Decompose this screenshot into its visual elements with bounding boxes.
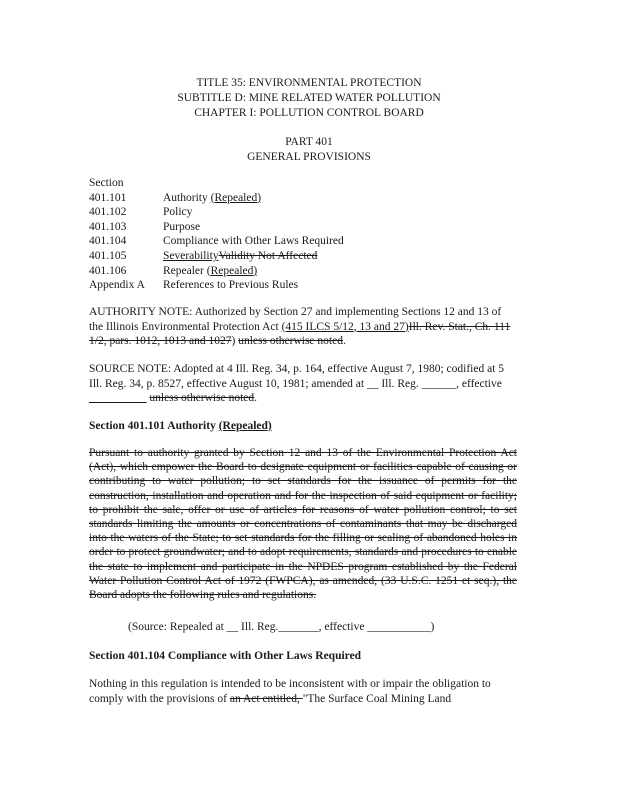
source-note-deleted: unless otherwise noted: [149, 392, 255, 405]
section-104-text-2: "The Surface Coal Mining Land: [302, 692, 452, 705]
toc-section-number: 401.102: [89, 206, 127, 219]
toc-rows: [89, 191, 344, 293]
toc-label: Section: [89, 177, 124, 189]
chapter-line: CHAPTER I: POLLUTION CONTROL BOARD: [194, 107, 424, 119]
toc-section-number: 401.101: [89, 191, 127, 204]
authority-note-deleted: Ill. Rev. Stat., Ch. 111 1/2, pars. 1012, 1013 and 1027: [89, 320, 511, 348]
section-101-deleted-body: Pursuant to authority granted by Section 12 and 13 of the Environmental Protection Act (Act), which empower the Board to designate equipment or facilities capable of causing or contributing to water pollution; to set standards for the issuance of permits for the construction, installation and operation and for the inspection of said equipment or facility; to prohibit the sale, offer or use of articles for reasons of water pollution control; to set standards limiting the amounts or concentrations of contaminants that may be discharged into the waters of the State; to set standards for the filling or sealing of abandoned holes in order to protect groundwater; and to adopt requirements, standards and procedures to enable the state to implement and participate in the NPDES program established by the Federal Water Pollution Control Act of 1972 (FWPCA), as amended, (33 U.S.C. 1251 et seq.), the Board adopts the following rules and regulations.: [89, 447, 517, 602]
toc-section-number: Appendix A: [89, 279, 145, 292]
toc-title-text: References to Previous Rules: [163, 279, 299, 292]
source-note-period: .: [254, 392, 258, 405]
toc-row: [89, 264, 344, 279]
section-101-body: [89, 446, 517, 602]
title-line: TITLE 35: ENVIRONMENTAL PROTECTION: [196, 77, 422, 89]
toc-section-title: [163, 205, 192, 220]
section-101-heading: [89, 419, 517, 434]
toc-title-text: Authority: [163, 191, 211, 204]
toc-title-added: (Repealed): [206, 264, 258, 277]
toc-row: [89, 249, 344, 264]
authority-note-text-2: ): [231, 335, 239, 348]
source-note-blank: __________: [89, 392, 147, 405]
section-101-source: (Source: Repealed at __ Ill. Reg._______, effective ___________): [128, 621, 435, 633]
source-note: [89, 362, 517, 406]
toc-title-text: Compliance with Other Laws Required: [163, 235, 344, 248]
source-note-text: SOURCE NOTE: Adopted at 4 Ill. Reg. 34, p. 164, effective August 7, 1980; codified at 5 Ill. Reg. 34, p. 8527, effective August 10, 1981; amended at __ Ill. Reg. ______, effective: [89, 363, 505, 390]
part-title: GENERAL PROVISIONS: [247, 151, 371, 163]
section-104-text: Nothing in this regulation is intended to be inconsistent with or impair the obligation to comply with the provisions of: [89, 678, 491, 705]
toc-title-text: Policy: [163, 206, 193, 219]
toc-section-title: [163, 249, 317, 264]
part-number: PART 401: [285, 136, 333, 148]
authority-note: [89, 305, 517, 349]
toc-title-text: Repealer: [163, 264, 207, 277]
toc-row: [89, 205, 344, 220]
table-of-contents: [89, 176, 344, 293]
toc-section-number: 401.105: [89, 249, 127, 262]
authority-note-period: .: [342, 335, 346, 348]
section-104-heading: Section 401.104 Compliance with Other Laws Required: [89, 650, 362, 662]
toc-title-added: (Repealed): [210, 191, 262, 204]
toc-section-number: 401.106: [89, 264, 127, 277]
authority-note-text: AUTHORITY NOTE: Authorized by Section 27 and implementing Sections 12 and 13 of the Illinois Environmental Protection Act: [89, 306, 502, 333]
toc-row: [89, 220, 344, 235]
toc-section-title: [163, 220, 200, 235]
toc-section-title: [163, 278, 298, 293]
section-104-deleted: an Act entitled,: [229, 692, 303, 705]
toc-section-title: [163, 264, 257, 279]
toc-title-added: Severability: [163, 249, 219, 262]
toc-section-title: [163, 234, 344, 249]
toc-section-number: 401.104: [89, 235, 127, 248]
authority-note-deleted-2: unless otherwise noted: [238, 335, 343, 348]
toc-title-deleted: Validity Not Affected: [218, 249, 318, 262]
section-101-heading-text: Section 401.101 Authority: [89, 420, 219, 432]
authority-note-added: (415 ILCS 5/12, 13 and 27): [281, 320, 409, 333]
toc-section-title: [163, 191, 261, 206]
toc-title-text: Purpose: [163, 220, 201, 233]
toc-section-number: 401.103: [89, 220, 127, 233]
subtitle-line: SUBTITLE D: MINE RELATED WATER POLLUTION: [177, 92, 441, 104]
toc-row: [89, 234, 344, 249]
toc-row: [89, 278, 344, 293]
toc-row: [89, 191, 344, 206]
section-104-body: [89, 677, 517, 706]
section-101-heading-added: (Repealed): [218, 420, 272, 432]
